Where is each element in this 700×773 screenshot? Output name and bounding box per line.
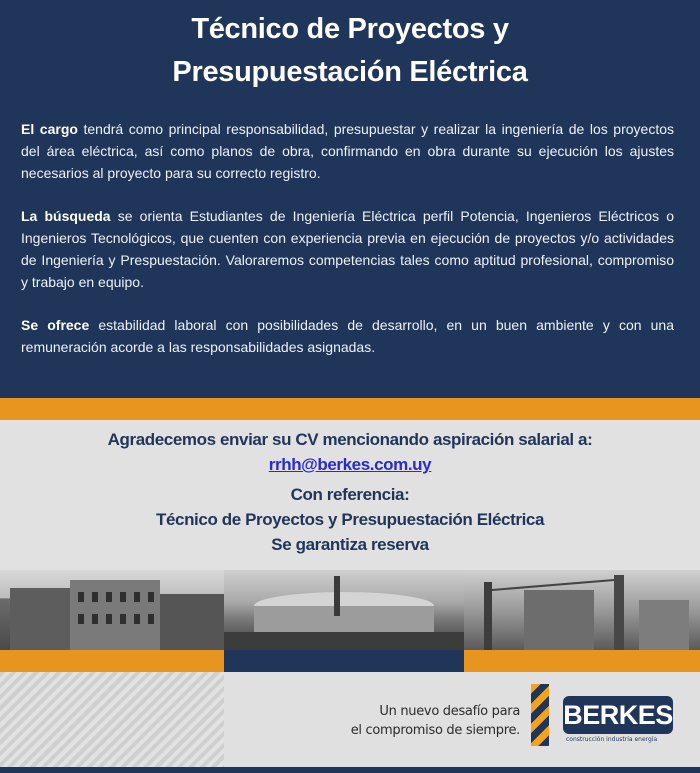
title-line-2: Presupuestación Eléctrica [172,56,528,88]
photo-strip [0,570,700,650]
slogan-line-1: Un nuevo desafío para [379,704,520,719]
paragraph-text: estabilidad laboral con posibilidades de desarrollo, en un buen ambiente y con una remuneración acorde a las responsabilidades asignadas. [21,317,674,355]
orange-bar [464,650,700,672]
brand-footer [0,672,700,767]
paragraph-text: se orienta Estudiantes de Ingeniería Eléctrica perfil Potencia, Ingenieros Eléctricos o Ingenieros Tecnológicos, que cuenten con experiencia previa en ejecución de proyectos y/o actividades de Ingeniería y Prespuestación. Valoraremos competencias tales como aptitud profesional, compromiso y trabajo en equipo. [21,208,674,290]
paragraph-busqueda [21,205,674,293]
paragraph-text: tendrá como principal responsabilidad, presupuestar y realizar la ingeniería de los proyectos del área eléctrica, así como planos de obra, confirmando en obra durante su ejecución los ajustes necesarios al proyecto para su correcto registro. [21,121,675,181]
navy-bar [224,650,464,672]
logo-subtitle: construcción industria energía [566,736,658,743]
reference-label: Con referencia: [290,485,410,504]
industrial-photo [464,570,700,650]
confidentiality-note: Se garantiza reserva [271,535,429,554]
slogan-line-2: el compromiso de siempre. [350,723,520,738]
orange-divider [0,398,700,420]
paragraph-lead: La búsqueda [21,208,111,224]
tank-photo [224,570,464,650]
paragraph-ofrece [21,314,674,358]
email-link[interactable]: rrhh@berkes.com.uy [268,455,432,474]
slogan [351,702,520,740]
paragraph-lead: Se ofrece [21,317,90,333]
paragraph-cargo [21,118,674,184]
hatch-pattern [0,672,224,767]
paragraph-lead: El cargo [21,121,78,137]
cv-request-text: Agradecemos enviar su CV mencionando aspiración salarial a: [107,430,593,449]
company-logo: BERKES [563,700,673,730]
contact-panel [0,420,700,570]
reference-value: Técnico de Proyectos y Presupuestación Eléctrica [155,510,545,529]
title-line-1: Técnico de Proyectos y [191,13,509,45]
logo-stripe-icon [531,684,549,746]
bottom-border [0,767,700,773]
color-bars [0,650,700,672]
building-photo [0,570,224,650]
page-title [0,8,700,94]
orange-bar [0,650,224,672]
